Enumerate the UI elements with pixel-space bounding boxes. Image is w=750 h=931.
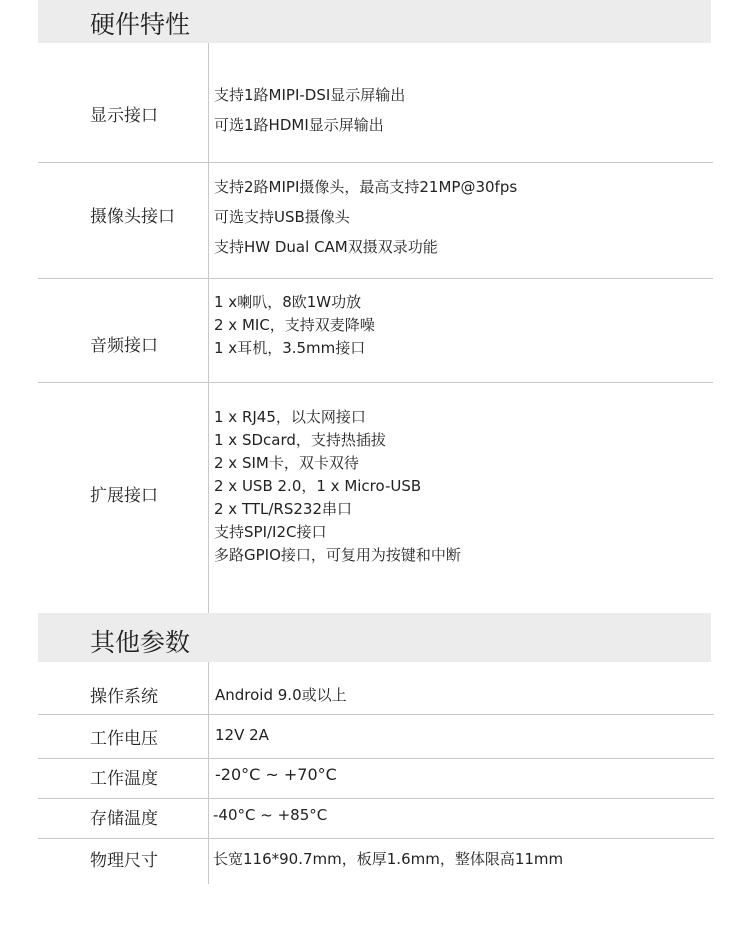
spec-value-line: 2 x SIM卡，双卡双待 — [214, 454, 359, 472]
row-divider — [38, 382, 713, 383]
spec-values — [214, 291, 375, 360]
row-divider — [38, 798, 714, 799]
param-value: 长宽116*90.7mm，板厚1.6mm，整体限高11mm — [213, 850, 564, 868]
param-label: 物理尺寸 — [90, 851, 158, 871]
spec-value-line: 1 x喇叭，8欧1W功放 — [214, 293, 362, 311]
spec-value-line: 支持2路MIPI摄像头，最高支持21MP@30fps — [214, 178, 518, 196]
row-divider — [38, 838, 714, 839]
spec-label: 扩展接口 — [90, 486, 158, 506]
spec-value-line: 支持HW Dual CAM双摄双录功能 — [214, 238, 438, 256]
row-divider — [38, 162, 713, 163]
param-label: 存储温度 — [90, 809, 158, 829]
param-label: 工作温度 — [90, 769, 158, 789]
spec-label: 音频接口 — [90, 336, 158, 356]
param-value: -20°C ~ +70°C — [215, 765, 337, 784]
spec-value-line: 支持SPI/I2C接口 — [214, 523, 327, 541]
spec-value-line: 1 x RJ45，以太网接口 — [214, 408, 366, 426]
spec-values — [214, 84, 405, 137]
hardware-section-header — [38, 0, 711, 43]
spec-value-line: 1 x耳机，3.5mm接口 — [214, 339, 366, 357]
spec-label: 显示接口 — [90, 106, 158, 126]
spec-value-line: 1 x SDcard，支持热插拔 — [214, 431, 386, 449]
row-divider — [38, 758, 714, 759]
param-value: 12V 2A — [215, 726, 269, 744]
hardware-column-divider — [208, 43, 209, 613]
row-divider — [38, 278, 713, 279]
spec-value-line: 多路GPIO接口，可复用为按键和中断 — [214, 546, 461, 564]
param-value: Android 9.0或以上 — [215, 686, 347, 704]
spec-values — [214, 406, 461, 567]
spec-label: 摄像头接口 — [90, 207, 175, 227]
other-section-header — [38, 613, 711, 662]
spec-values — [214, 176, 517, 259]
spec-value-line: 可选1路HDMI显示屏输出 — [214, 116, 384, 134]
hardware-section-title: 硬件特性 — [90, 10, 191, 39]
spec-value-line: 2 x TTL/RS232串口 — [214, 500, 353, 518]
other-column-divider — [208, 662, 209, 884]
param-label: 操作系统 — [90, 687, 158, 707]
spec-value-line: 2 x USB 2.0，1 x Micro-USB — [214, 477, 422, 495]
spec-value-line: 可选支持USB摄像头 — [214, 208, 350, 226]
row-divider — [38, 714, 714, 715]
param-label: 工作电压 — [90, 729, 158, 749]
spec-value-line: 支持1路MIPI-DSI显示屏输出 — [214, 86, 406, 104]
other-section-title: 其他参数 — [90, 628, 191, 657]
spec-value-line: 2 x MIC，支持双麦降噪 — [214, 316, 375, 334]
param-value: -40°C ~ +85°C — [213, 806, 328, 824]
